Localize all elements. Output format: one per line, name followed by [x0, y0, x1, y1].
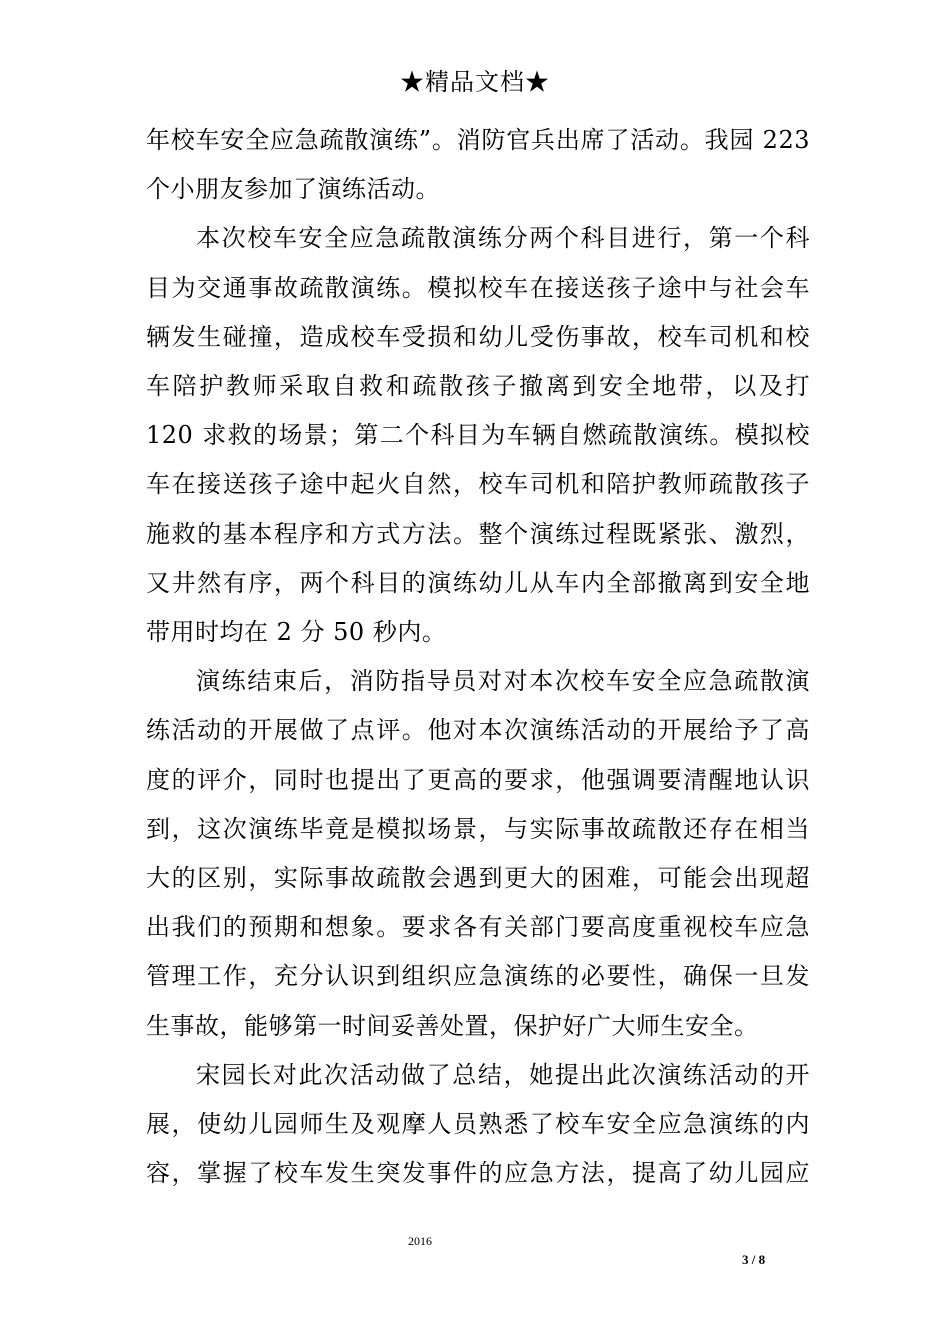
- text-line: 展，使幼儿园师生及观摩人员熟悉了校车安全应急演练的内: [146, 1110, 810, 1139]
- text-line: 出我们的预期和想象。要求各有关部门要高度重视校车应急: [146, 913, 810, 942]
- text-line: 目为交通事故疏散演练。模拟校车在接送孩子途中与社会车: [146, 273, 810, 302]
- text-line: 车在接送孩子途中起火自然，校车司机和陪护教师疏散孩子: [146, 470, 810, 499]
- footer-year: 2016: [408, 1234, 432, 1248]
- paragraph-first-line: 演练结束后，消防指导员对对本次校车安全应急疏散演: [196, 667, 810, 696]
- text-line: 年校车安全应急疏散演练”。消防官兵出席了活动。我园 223: [146, 126, 810, 154]
- paragraph-first-line: 本次校车安全应急疏散演练分两个科目进行，第一个科: [196, 224, 810, 253]
- text-line: 施救的基本程序和方式方法。整个演练过程既紧张、激烈，: [146, 519, 810, 548]
- document-body: [146, 116, 810, 1198]
- text-line: 管理工作，充分认识到组织应急演练的必要性，确保一旦发: [146, 962, 810, 991]
- paragraph-first-line: 宋园长对此次活动做了总结，她提出此次演练活动的开: [196, 1060, 810, 1089]
- document-header-title: ★精品文档★: [400, 68, 550, 96]
- text-line: 到，这次演练毕竟是模拟场景，与实际事故疏散还存在相当: [146, 814, 810, 843]
- text-line: 容，掌握了校车发生突发事件的应急方法，提高了幼儿园应: [146, 1159, 810, 1188]
- text-line: 120 求救的场景；第二个科目为车辆自燃疏散演练。模拟校: [146, 421, 810, 450]
- text-line: 度的评介，同时也提出了更高的要求，他强调要清醒地认识: [146, 765, 810, 794]
- text-line: 又井然有序，两个科目的演练幼儿从车内全部撤离到安全地: [146, 568, 810, 597]
- page-number: 3 / 8: [742, 1252, 766, 1267]
- text-line: 生事故，能够第一时间妥善处置，保护好广大师生安全。: [146, 1011, 759, 1040]
- text-line: 个小朋友参加了演练活动。: [146, 175, 440, 204]
- text-line: 带用时均在 2 分 50 秒内。: [146, 618, 447, 647]
- text-line: 大的区别，实际事故疏散会遇到更大的困难，可能会出现超: [146, 864, 810, 893]
- text-line: 练活动的开展做了点评。他对本次演练活动的开展给予了高: [146, 716, 810, 745]
- text-line: 辆发生碰撞，造成校车受损和幼儿受伤事故，校车司机和校: [146, 322, 810, 351]
- text-line: 车陪护教师采取自救和疏散孩子撤离到安全地带，以及打: [146, 372, 810, 401]
